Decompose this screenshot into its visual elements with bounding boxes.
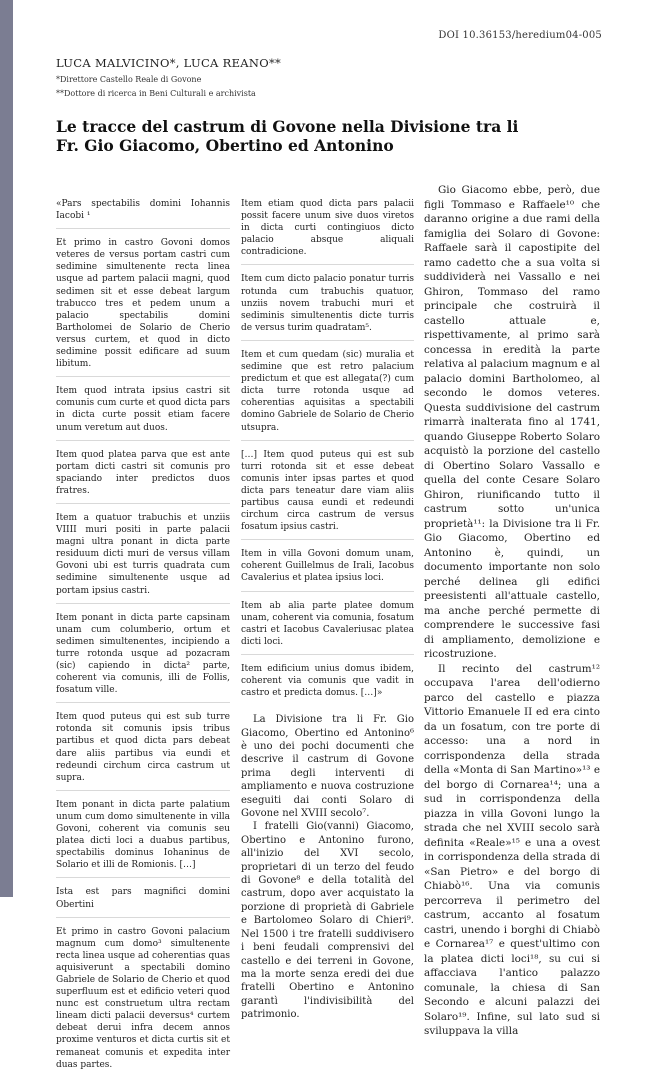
body-paragraph: I fratelli Gio(vanni) Giacomo, Obertino e Antonino furono, all'inizio del XVI secolo, proprietari di un terzo del feudo di Govone⁸ e della totalità del castrum, dopo aver acquistato la porzione di proprietà di Gabriele e Bartolomeo Solaro di Chieri⁹. Nel 1500 i tre fratelli suddivisero i beni feudali comprensivi del castello e dei terreni in Govone, ma la morte senza eredi dei due fratelli Obertino e Antonino garantì l'indivisibilità del patrimonio. <box>241 821 414 1021</box>
body-paragraph: Il recinto del castrum¹² occupava l'area dell'odierno parco del castello e piazza Vittorio Emanuele II ed era cinto da un fosatum, con tre porte di accesso: una a nord in corrispondenza della strada della «Monta di San Martino»¹³ e del borgo di Cornarea¹⁴; una a sud in corrispondenza della piazza in villa Govoni lungo la strada che nel XVIII secolo sarà definita «Reale»¹⁵ e una a ovest in corrispondenza della strada di «San Pietro» e del borgo di Chiabò¹⁶. Una via comunis percorreva il perimetro del castrum, accanto al fosatum castri, unendo i borghi di Chiabò e Cornarea¹⁷ e quest'ultimo con la platea dicti loci¹⁸, su cui si affacciava l'antico palazzo comunale, la chiesa di San Secondo e alcuni palazzi dei Solaro¹⁹. Infine, sul lato sud si sviluppava la villa <box>424 662 600 1037</box>
paragraph: Et primo in castro Govoni palacium magnum cum domo³ simultenente recta linea usque ad coherentias quas aquisiverunt a spectabili domino Gabriele de Solario de Cherio et quod superfluum est et edificio veteri quod nunc est construetum ultra rectam lineam dicti palacii deversus⁴ curtem debeat derui infra decem annos proxime venturos et dicta curtis sit et remaneat comunis et expedita inter duas partes. <box>56 926 230 1070</box>
paragraph: Item et cum quedam (sic) muralia et sedimine que est retro palacium predictum et que est allegata(?) cum dicta turre rotonda usque ad coherentias aquisitas a spectabili domino Gabriele de Solario de Cherio utsupra. <box>241 349 414 441</box>
page-edge-bar <box>0 0 13 897</box>
doi-label: DOI 10.36153/heredium04-005 <box>438 30 602 41</box>
body-paragraph: Gio Giacomo ebbe, però, due figli Tommaso e Raffaele¹⁰ che daranno origine a due rami della famiglia dei Solaro di Govone: Raffaele sarà il capostipite del ramo cadetto che a sua volta si suddividerà nei Vassallo e nei Ghiron, Tommaso del ramo principale che costruirà il castello attuale e, rispettivamente, al primo sarà concessa in eredità la parte relativa al palacium magnum e al palacio domini Bartholomeo, al secondo le domos veteres. Questa suddivisione del castrum rimarrà inalterata fino al 1741, quando Giuseppe Roberto Solaro acquistò la porzione del castello di Obertino Solaro Vassallo e quella del conte Cesare Solaro Ghiron, riunificando tutto il castrum sotto un'unica proprietà¹¹: la Divisione tra li Fr. Gio Giacomo, Obertino ed Antonino è, quindi, un documento importante non solo perché delinea gli edifici preesistenti all'attuale castello, ma anche perché permette di comprendere le successive fasi di ampliamento, demolizione e ricostruzione. <box>424 184 600 660</box>
paragraph: Item a quatuor trabuchis et unziis VIIII muri positi in parte palacii magni ultra ponant in dicta parte residuum dicti muri de versus villam Govoni ubi est turris quadrata cum sedimine simultenente usque ad portam ipsius castri. <box>56 512 230 604</box>
paragraph: Item ponant in dicta parte capsinam unam cum columberio, ortum et sedimen simultenentes, incipiendo a turre rotonda usque ad pozacram (sic) capiendo in dicta² parte, coherent via comunis, illi de Follis, fosatum ville. <box>56 612 230 704</box>
paragraph: Item cum dicto palacio ponatur turris rotunda cum trabuchis quatuor, unziis novem trabuchi muri et sediminis simultenentis dicte turris de versus turim quadratam⁵. <box>241 273 414 340</box>
column-1 <box>56 198 230 1085</box>
column-3 <box>424 183 600 1039</box>
authors: LUCA MALVICINO*, LUCA REANO** <box>56 56 282 70</box>
affiliation-2: **Dottore di ricerca in Beni Culturali e archivista <box>56 89 256 98</box>
paragraph: Item quod platea parva que est ante portam dicti castri sit comunis pro spaciando inter predictos duos fratres. <box>56 449 230 504</box>
paragraph: […] Item quod puteus qui est sub turri rotonda sit et esse debeat comunis inter ipsas partes et quod dicta pars teneatur dare viam aliis partibus causa eundi et redeundi circhum circa castrum de versus fosatum ipsius castri. <box>241 449 414 541</box>
column-2 <box>241 198 414 1022</box>
paragraph: Item quod intrata ipsius castri sit comunis cum curte et quod dicta pars in dicta curte possit etiam facere unum veretum aut duos. <box>56 385 230 440</box>
paragraph: «Pars spectabilis domini Iohannis Iacobi ¹ <box>56 198 230 229</box>
paragraph: Item in villa Govoni domum unam, coherent Guillelmus de Irali, Iacobus Cavalerius et platea ipsius loci. <box>241 548 414 591</box>
body-paragraph: La Divisione tra li Fr. Gio Giacomo, Obertino ed Antonino⁶ è uno dei pochi documenti che descrive il castrum di Govone prima degli interventi di ampliamento e nuova costruzione eseguiti dai conti Solaro di Govone nel XVIII secolo⁷. <box>241 714 414 820</box>
paragraph: Et primo in castro Govoni domos veteres de versus portam castri cum sedimine simultenente recta linea usque ad partem palacii magni, quod sedimen sit et esse debeat largum trabucco tres et pedem unum a palacio spectabilis domini Bartholomei de Solario de Cherio versus curtem, et quod in dicto sedimine possit edificare ad suum libitum. <box>56 237 230 377</box>
paragraph: Item etiam quod dicta pars palacii possit facere unum sive duos viretos in dicta curti contingiuos dicto palacio absque aliquali contradicione. <box>241 198 414 265</box>
section-heading: Ista est pars magnifici domini Obertini <box>56 886 230 917</box>
paragraph: Item ab alia parte platee domum unam, coherent via comunia, fosatum castri et Iacobus Cavaleriusac platea dicti loci. <box>241 600 414 655</box>
paragraph: Item quod puteus qui est sub turre rotonda sit comunis ipsis tribus partibus et quod dicta pars debeat dare aliis partibus via eundi et redeundi circhum circa castrum ut supra. <box>56 711 230 791</box>
paragraph: Item edificium unius domus ibidem, coherent via comunis que vadit in castro et predicta domus. […]» <box>241 663 414 699</box>
affiliation-1: *Direttore Castello Reale di Govone <box>56 75 202 84</box>
article-title: Le tracce del castrum di Govone nella Divisione tra li Fr. Gio Giacomo, Obertino ed Antonino <box>56 117 519 155</box>
paragraph: Item ponant in dicta parte palatium unum cum domo simultenente in villa Govoni, coherent via comunis seu platea dicti loci a duabus partibus, spectabilis dominus Iohaninus de Solario et illi de Romionis. […] <box>56 799 230 879</box>
